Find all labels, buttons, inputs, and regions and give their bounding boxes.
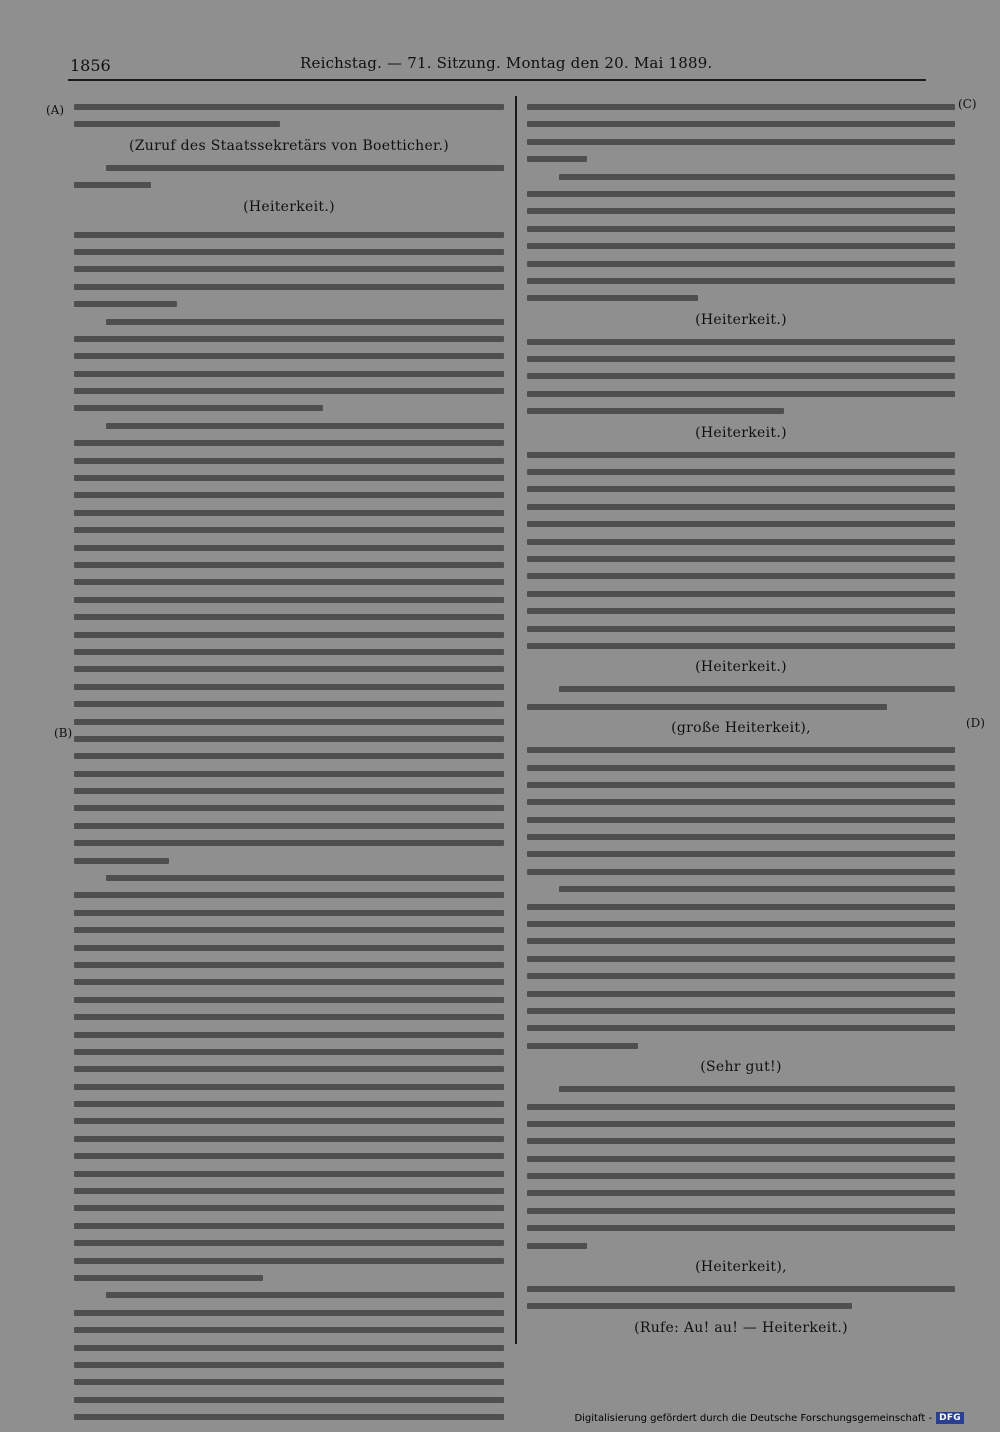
text-line [527,1132,955,1149]
text-line [74,278,504,295]
text-line [527,1237,955,1254]
text-line [74,226,504,243]
text-line [527,168,955,185]
column-divider [515,96,517,1344]
text-line [74,1339,504,1356]
text-line [74,852,504,869]
text-line [527,480,955,497]
text-line [74,1147,504,1164]
text-line [527,741,955,758]
text-line [74,782,504,799]
text-line [527,776,955,793]
text-line [74,1060,504,1077]
text-line [527,637,955,654]
text-line [527,515,955,532]
text-line [74,1008,504,1025]
text-line [74,1078,504,1095]
text-line [74,330,504,347]
text-line [527,828,955,845]
text-line [527,350,955,367]
text-line [74,765,504,782]
text-line [527,950,955,967]
text-line [527,985,955,1002]
text-line [74,747,504,764]
text-line [74,365,504,382]
text-line [527,1002,955,1019]
text-line [527,880,955,897]
stage-direction: (große Heiterkeit), [671,720,811,737]
text-line [527,932,955,949]
right-column [527,98,955,1341]
text-line [527,133,955,150]
stage-direction: (Heiterkeit), [695,1259,787,1276]
text-line [527,1297,955,1314]
text-line [74,1391,504,1408]
credit-text: Digitalisierung gefördert durch die Deutsche Forschungsgemeinschaft - [574,1412,933,1424]
text-line [74,660,504,677]
stage-direction: (Rufe: Au! au! — Heiterkeit.) [634,1319,848,1336]
text-line [527,1202,955,1219]
text-line [527,680,955,697]
text-line [74,260,504,277]
margin-marker-c: (C) [958,97,977,111]
stage-direction: (Heiterkeit.) [695,424,787,441]
text-line [527,255,955,272]
text-line [74,1112,504,1129]
text-line [74,1217,504,1234]
digitization-credit [574,1412,964,1424]
text-line [74,313,504,330]
text-line [527,185,955,202]
page-number: 1856 [70,56,111,75]
text-line [74,399,504,416]
text-line [527,793,955,810]
text-line [527,333,955,350]
text-line [527,385,955,402]
text-line [74,643,504,660]
text-line [74,243,504,260]
text-line [527,289,955,306]
text-line [74,817,504,834]
text-line [74,573,504,590]
text-line [74,382,504,399]
text-line [527,1280,955,1297]
stage-direction: (Sehr gut!) [700,1059,782,1076]
left-column [74,98,504,1432]
margin-marker-d: (D) [966,716,985,730]
text-line [527,915,955,932]
text-line [74,556,504,573]
text-line [74,991,504,1008]
text-line [527,1098,955,1115]
stage-direction: (Heiterkeit.) [695,311,787,328]
text-line [527,620,955,637]
text-line [527,533,955,550]
stage-direction: (Heiterkeit.) [243,198,335,215]
text-line [527,1219,955,1236]
text-line [527,602,955,619]
text-line [527,898,955,915]
text-line [74,504,504,521]
text-line [527,272,955,289]
text-line [527,1184,955,1201]
stage-direction: (Zuruf des Staatssekretärs von Boetticher.) [128,137,450,154]
text-line [74,1321,504,1338]
text-line [74,1095,504,1112]
text-line [74,1373,504,1390]
text-line [527,115,955,132]
text-line [74,434,504,451]
text-line [74,486,504,503]
text-line [74,939,504,956]
text-line [74,678,504,695]
text-line [527,1167,955,1184]
text-line [74,176,504,193]
text-line [527,1037,955,1054]
text-line [527,402,955,419]
text-line [74,695,504,712]
stage-direction: (Heiterkeit.) [695,659,787,676]
text-line [74,1182,504,1199]
text-line [74,1304,504,1321]
margin-marker-b: (B) [54,726,73,740]
text-line [527,202,955,219]
text-line [74,1026,504,1043]
text-line [74,799,504,816]
text-line [74,626,504,643]
dfg-logo-icon: DFG [936,1412,964,1424]
text-line [74,1043,504,1060]
text-line [74,539,504,556]
text-line [74,730,504,747]
text-line [74,1426,504,1432]
text-line [527,759,955,776]
text-line [527,811,955,828]
text-line [74,1252,504,1269]
text-line [74,886,504,903]
text-line [74,417,504,434]
text-line [74,1356,504,1373]
text-line [527,967,955,984]
text-line [74,159,504,176]
text-line [74,1165,504,1182]
text-line [74,1286,504,1303]
text-line [74,1130,504,1147]
header-rule [68,79,926,81]
text-line [527,550,955,567]
text-line [527,585,955,602]
text-line [527,220,955,237]
text-line [74,591,504,608]
text-line [74,608,504,625]
text-line [74,1199,504,1216]
text-line [74,98,504,115]
text-line [527,567,955,584]
text-line [527,1150,955,1167]
text-line [527,237,955,254]
text-line [74,869,504,886]
margin-marker-a: (A) [46,103,65,117]
text-line [527,98,955,115]
text-line [74,521,504,538]
text-line [74,1269,504,1286]
text-line [74,469,504,486]
text-line [74,713,504,730]
text-line [527,463,955,480]
text-line [74,956,504,973]
text-line [74,1408,504,1425]
text-line [527,1080,955,1097]
text-line [527,150,955,167]
text-line [527,446,955,463]
text-line [74,347,504,364]
text-line [527,863,955,880]
text-line [74,834,504,851]
text-line [74,973,504,990]
text-line [527,1115,955,1132]
text-line [74,904,504,921]
text-line [74,295,504,312]
text-line [527,367,955,384]
text-line [74,115,504,132]
text-line [527,845,955,862]
text-line [527,698,955,715]
text-line [74,1234,504,1251]
text-line [74,452,504,469]
text-line [527,1019,955,1036]
text-line [527,498,955,515]
text-line [74,921,504,938]
running-header: Reichstag. — 71. Sitzung. Montag den 20. Mai 1889. [300,54,713,72]
